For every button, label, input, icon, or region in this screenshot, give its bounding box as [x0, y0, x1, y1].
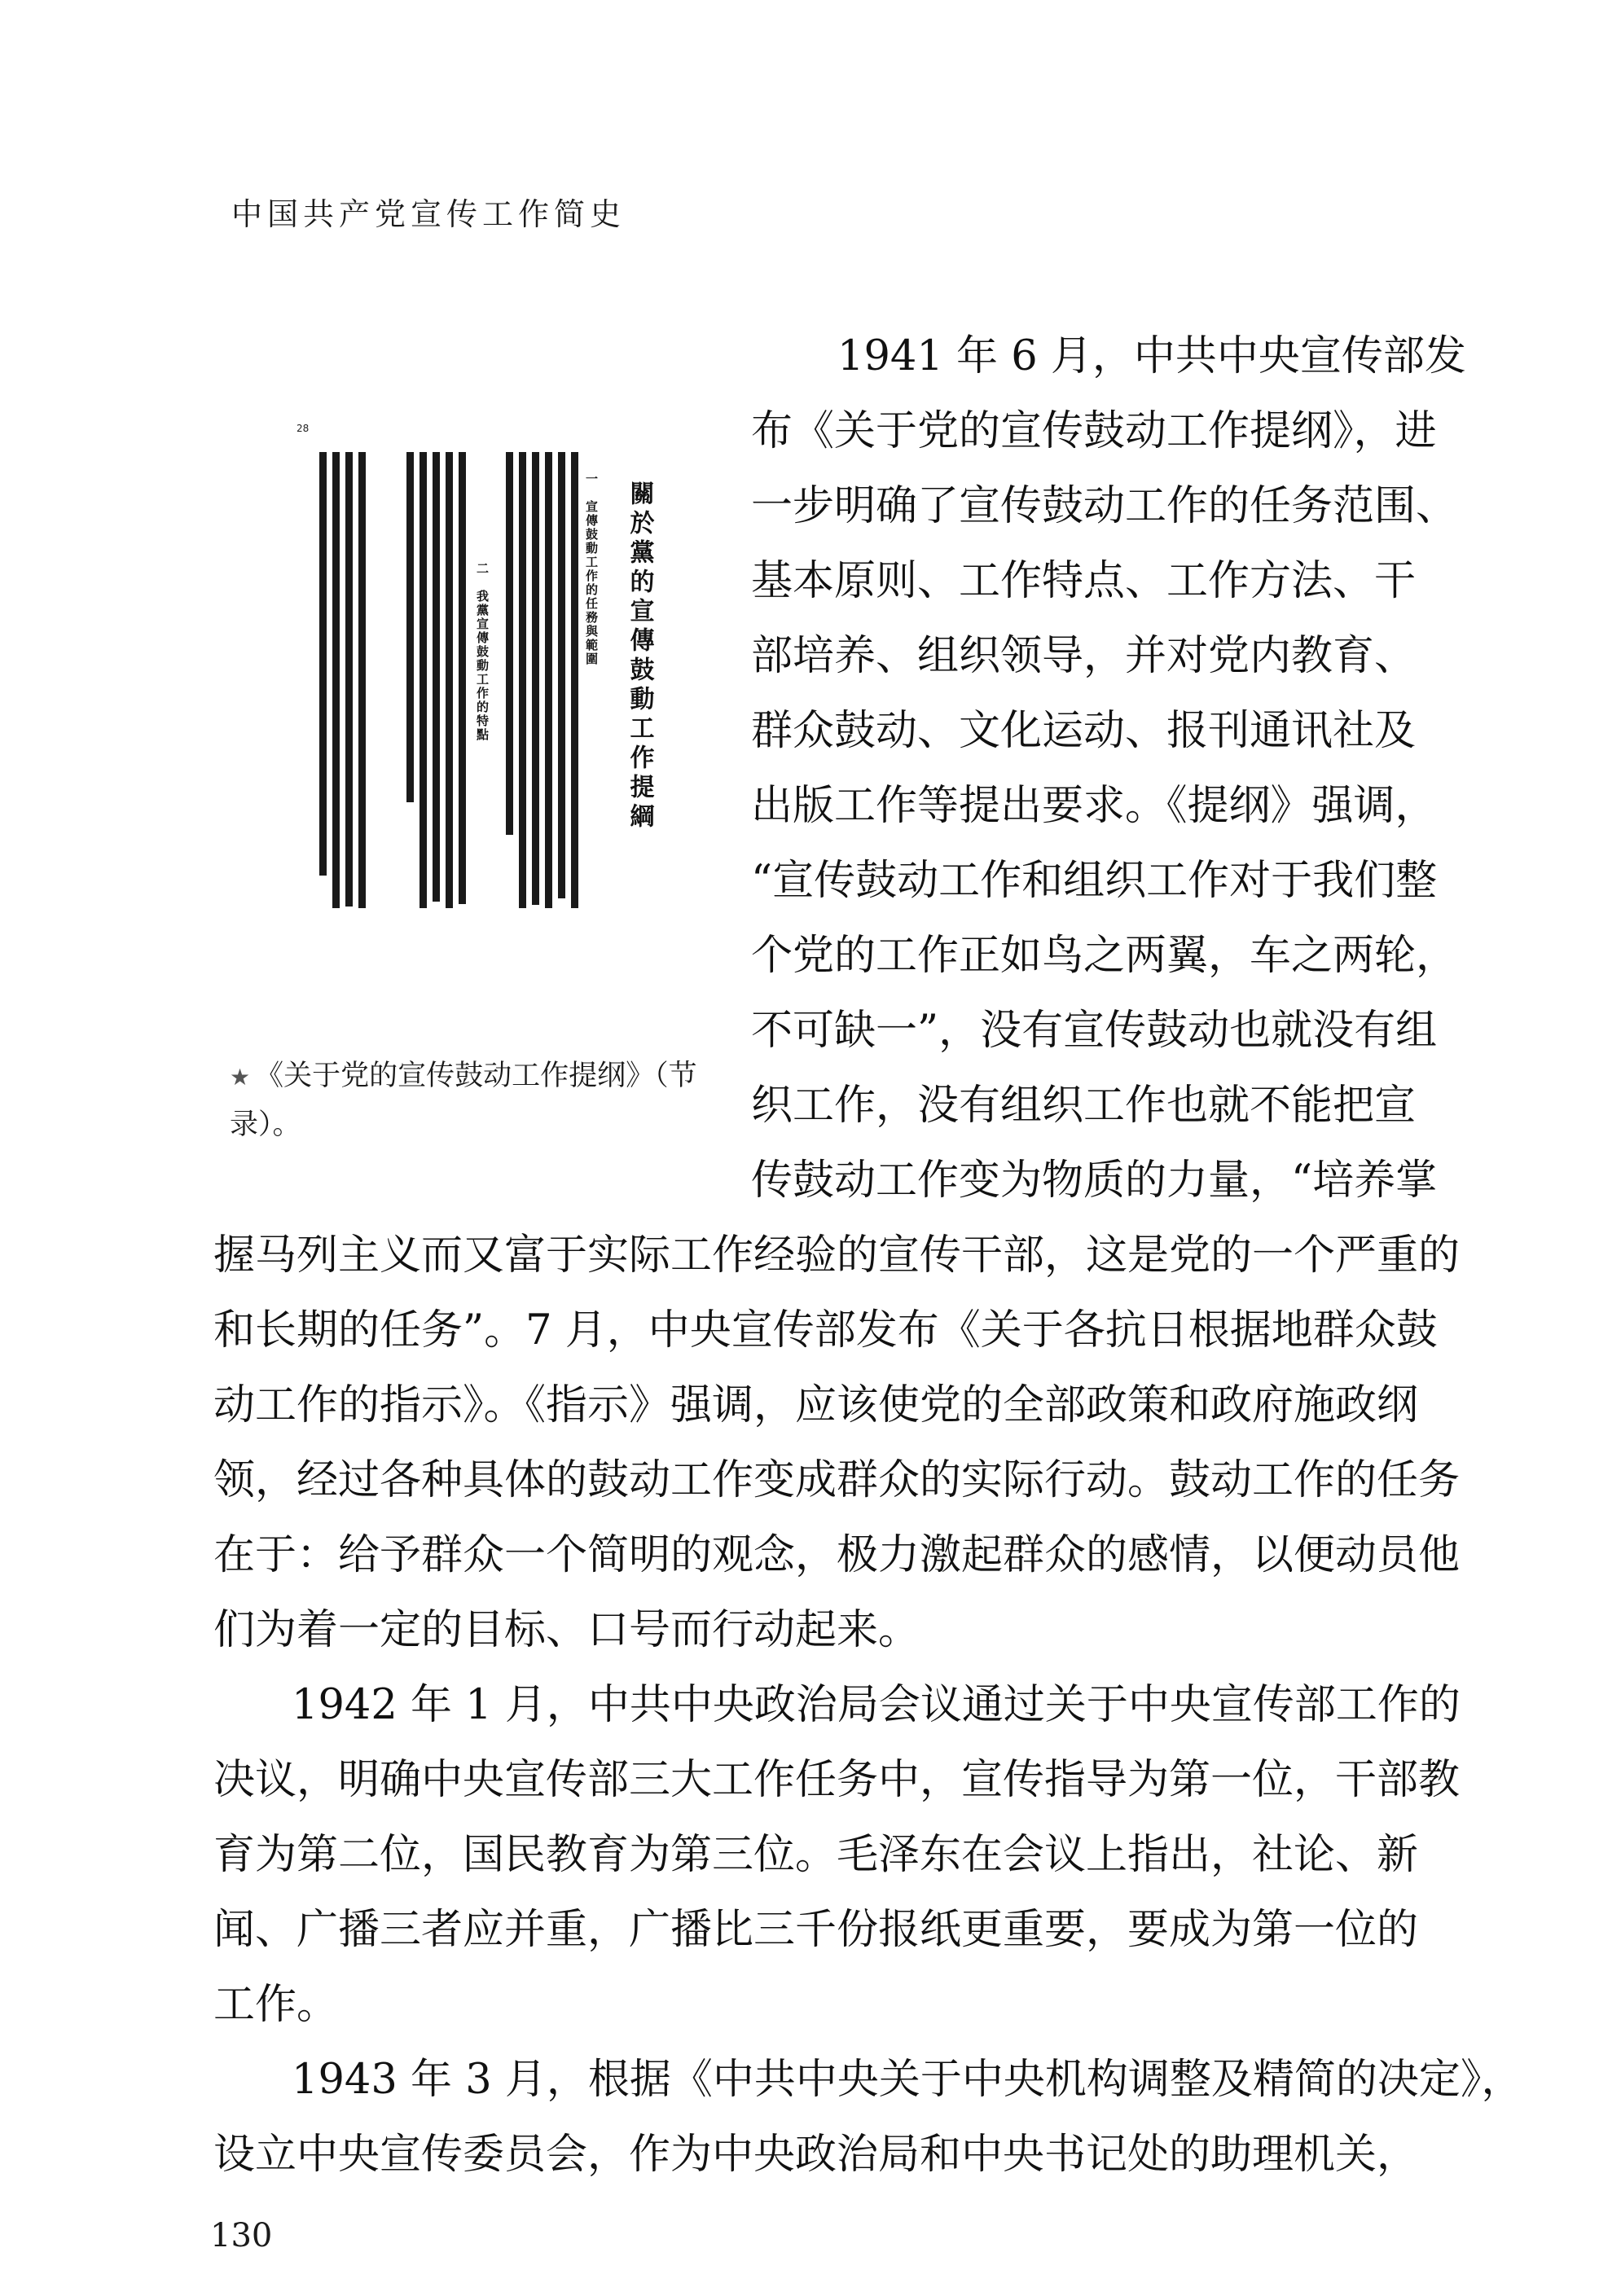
body-line: 传鼓动工作变为物质的力量，“培养掌 [751, 1157, 1438, 1205]
body-line: 们为着一定的目标、口号而行动起来。 [213, 1606, 920, 1654]
document-scan-figure [269, 375, 668, 961]
body-line: 和长期的任务”。7 月，中央宣传部发布《关于各抗日根据地群众鼓 [213, 1306, 1438, 1354]
body-line: 动工作的指示》。《指示》强调，应该使党的全部政策和政府施政纲 [213, 1381, 1419, 1429]
figure-page-mark: 28 [297, 423, 310, 434]
figure-caption [230, 1052, 735, 1148]
body-line: 群众鼓动、文化运动、报刊通讯社及 [751, 707, 1417, 755]
body-line: 基本原则、工作特点、工作方法、干 [751, 557, 1417, 605]
figure-section-one: 一 宣傳鼓動工作的任務與範圍 [584, 472, 599, 666]
body-line: 育为第二位，国民教育为第三位。毛泽东在会议上指出，社论、新 [213, 1831, 1419, 1879]
running-header: 中国共产党宣传工作简史 [231, 196, 626, 232]
body-line: 决议，明确中央宣传部三大工作任务中，宣传指导为第一位，干部教 [213, 1756, 1461, 1804]
body-line: 工作。 [213, 1981, 339, 2029]
body-line: 个党的工作正如鸟之两翼，车之两轮， [751, 932, 1458, 980]
body-line: 领，经过各种具体的鼓动工作变成群众的实际行动。鼓动工作的任务 [213, 1456, 1461, 1504]
body-line: 在于：给予群众一个简明的观念，极力激起群众的感情，以便动员他 [213, 1531, 1461, 1579]
body-line: 出版工作等提出要求。《提纲》强调， [751, 782, 1437, 830]
body-line: 闻、广播三者应并重，广播比三千份报纸更重要，要成为第一位的 [213, 1906, 1419, 1954]
body-line: 设立中央宣传委员会，作为中央政治局和中央书记处的助理机关， [213, 2131, 1419, 2179]
body-line: 握马列主义而又富于实际工作经验的宣传干部，这是党的一个严重的 [213, 1231, 1461, 1280]
body-line: 1943 年 3 月，根据《中共中央关于中央机构调整及精简的决定》， [292, 2056, 1523, 2104]
body-line: 1942 年 1 月，中共中央政治局会议通过关于中央宣传部工作的 [292, 1681, 1461, 1729]
body-line: 织工作，没有组织工作也就不能把宣 [751, 1082, 1417, 1130]
document-scan-image [269, 375, 668, 961]
body-line: “宣传鼓动工作和组织工作对于我们整 [751, 857, 1438, 905]
body-line: 不可缺一”，没有宣传鼓动也就没有组 [751, 1007, 1438, 1055]
body-line: 布《关于党的宣传鼓动工作提纲》，进 [751, 407, 1437, 455]
body-line: 部培养、组织领导，并对党内教育、 [751, 632, 1417, 680]
body-line: 1941 年 6 月，中共中央宣传部发 [837, 332, 1466, 380]
body-line: 一步明确了宣传鼓动工作的任务范围、 [751, 482, 1458, 530]
figure-caption-text: 《关于党的宣传鼓动工作提纲》（节录）。 [230, 1060, 697, 1141]
figure-section-two: 二 我黨宣傳鼓動工作的特點 [475, 562, 490, 742]
star-icon: ★ [230, 1064, 251, 1091]
figure-title: 關於黨的宣傳鼓動工作提綱 [625, 481, 654, 832]
page-number: 130 [210, 2217, 273, 2254]
